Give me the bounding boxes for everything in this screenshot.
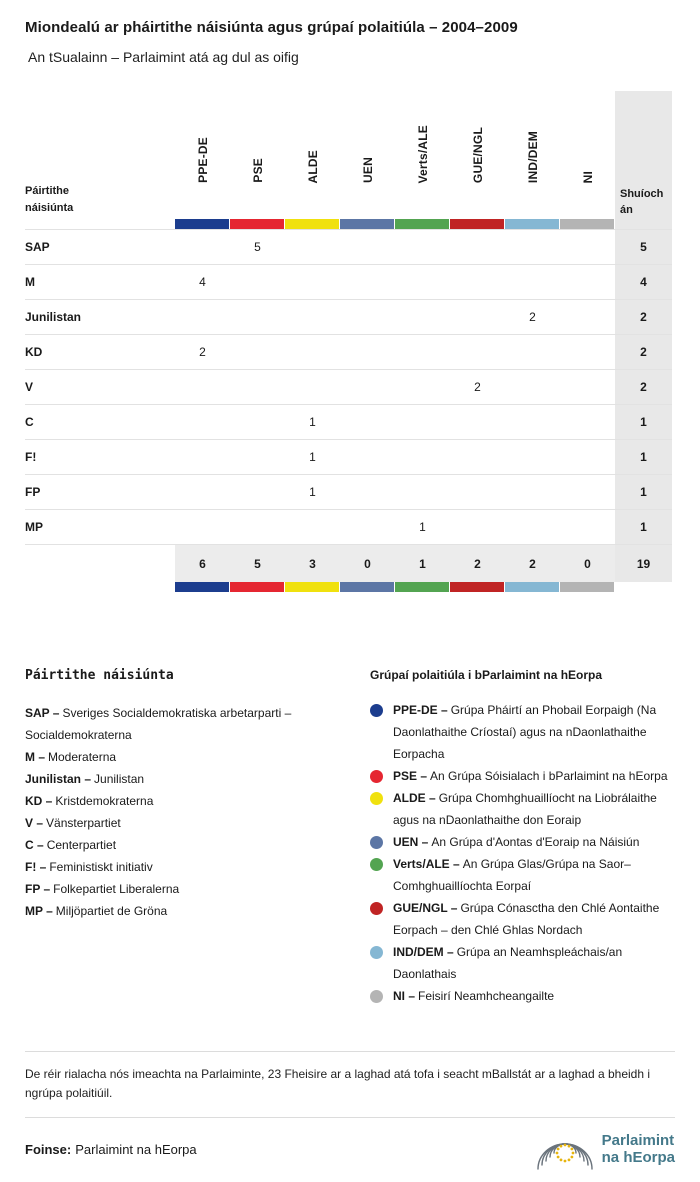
column-header-ni bbox=[560, 91, 615, 229]
group-color-bar bbox=[395, 582, 449, 592]
total-value-cell: 3 bbox=[285, 545, 340, 582]
group-color-bar bbox=[450, 219, 504, 229]
group-color-bar bbox=[340, 582, 394, 592]
source-label: Foinse: bbox=[25, 1141, 72, 1157]
totals-empty-cell bbox=[25, 545, 175, 582]
table-row bbox=[25, 369, 672, 404]
column-label: GUE/NGL bbox=[470, 126, 485, 183]
value-cell bbox=[230, 510, 285, 544]
party-legend-item bbox=[25, 900, 332, 922]
totals-row bbox=[25, 544, 672, 582]
party-abbr: FP – bbox=[25, 882, 51, 896]
party-name: Miljöpartiet de Gröna bbox=[55, 904, 168, 918]
group-abbr: Verts/ALE – bbox=[393, 857, 460, 871]
party-name: Vänsterpartiet bbox=[46, 816, 121, 830]
group-color-dot bbox=[370, 704, 383, 717]
group-color-bar bbox=[230, 219, 284, 229]
group-desc: An Grúpa Sóisialach i bParlaimint na hEorpa bbox=[430, 769, 668, 783]
group-color-bar bbox=[175, 582, 229, 592]
group-abbr: ALDE – bbox=[393, 791, 436, 805]
value-cell bbox=[505, 265, 560, 299]
value-cell bbox=[340, 335, 395, 369]
value-cell bbox=[230, 335, 285, 369]
value-cell bbox=[450, 440, 505, 474]
party-legend-item bbox=[25, 878, 332, 900]
value-cell bbox=[340, 440, 395, 474]
column-label: IND/DEM bbox=[525, 130, 540, 183]
group-color-bar bbox=[285, 219, 339, 229]
source-text bbox=[25, 1142, 197, 1157]
value-cell bbox=[230, 370, 285, 404]
group-color-bar bbox=[395, 219, 449, 229]
group-color-bar bbox=[175, 219, 229, 229]
value-cell bbox=[560, 230, 615, 264]
group-color-bar bbox=[560, 582, 614, 592]
value-cell bbox=[450, 475, 505, 509]
value-cell bbox=[175, 370, 230, 404]
group-desc: An Grúpa Glas/Grúpa na Saor–Comhghuaillíochta Eorpaí bbox=[393, 857, 631, 893]
value-cell bbox=[560, 335, 615, 369]
value-cell bbox=[340, 370, 395, 404]
group-legend-item bbox=[370, 897, 675, 941]
party-cell: FP bbox=[25, 485, 41, 499]
value-cell bbox=[230, 265, 285, 299]
value-cell bbox=[505, 510, 560, 544]
value-cell bbox=[175, 475, 230, 509]
value-cell: 1 bbox=[419, 520, 426, 534]
value-cell bbox=[285, 300, 340, 334]
group-legend-text bbox=[393, 699, 675, 765]
value-cell bbox=[230, 300, 285, 334]
value-cell: 2 bbox=[529, 310, 536, 324]
value-cell bbox=[560, 475, 615, 509]
party-cell: C bbox=[25, 415, 34, 429]
seats-cell: 1 bbox=[615, 510, 672, 544]
total-value-cell: 6 bbox=[175, 545, 230, 582]
bottom-color-bars bbox=[25, 582, 672, 592]
seats-cell: 2 bbox=[615, 335, 672, 369]
group-abbr: GUE/NGL – bbox=[393, 901, 458, 915]
column-header-ind-dem bbox=[505, 91, 560, 229]
value-cell bbox=[395, 440, 450, 474]
group-abbr: PSE – bbox=[393, 769, 428, 783]
party-name: Kristdemokraterna bbox=[55, 794, 154, 808]
value-cell bbox=[395, 300, 450, 334]
group-color-dot bbox=[370, 990, 383, 1003]
value-cell bbox=[340, 265, 395, 299]
value-cell: 4 bbox=[199, 275, 206, 289]
value-cell bbox=[505, 335, 560, 369]
group-legend-item bbox=[370, 853, 675, 897]
value-cell bbox=[340, 405, 395, 439]
group-legend-text bbox=[393, 787, 675, 831]
row-header-cell bbox=[25, 91, 175, 229]
value-cell bbox=[505, 475, 560, 509]
value-cell: 1 bbox=[309, 415, 316, 429]
table-row bbox=[25, 474, 672, 509]
group-color-dot bbox=[370, 858, 383, 871]
value-cell bbox=[395, 265, 450, 299]
value-cell: 2 bbox=[474, 380, 481, 394]
column-header-ppe-de bbox=[175, 91, 230, 229]
party-cell: M bbox=[25, 275, 35, 289]
group-color-bar bbox=[285, 582, 339, 592]
value-cell bbox=[560, 265, 615, 299]
value-cell bbox=[285, 510, 340, 544]
column-header-pse bbox=[230, 91, 285, 229]
total-value-cell: 1 bbox=[395, 545, 450, 582]
party-legend-item bbox=[25, 768, 332, 790]
group-legend-item bbox=[370, 787, 675, 831]
group-color-bar bbox=[560, 219, 614, 229]
group-color-bar bbox=[230, 582, 284, 592]
value-cell bbox=[505, 370, 560, 404]
party-legend bbox=[25, 668, 370, 1007]
column-label: NI bbox=[580, 170, 595, 183]
party-name: Feministiskt initiativ bbox=[49, 860, 153, 874]
group-legend-item bbox=[370, 941, 675, 985]
value-cell bbox=[505, 440, 560, 474]
seats-header-cell bbox=[615, 91, 672, 229]
party-abbr: MP – bbox=[25, 904, 53, 918]
source-value: Parlaimint na hEorpa bbox=[75, 1141, 197, 1157]
value-cell bbox=[175, 300, 230, 334]
table-row bbox=[25, 299, 672, 334]
party-legend-item bbox=[25, 856, 332, 878]
party-cell: KD bbox=[25, 345, 43, 359]
party-abbr: KD – bbox=[25, 794, 53, 808]
value-cell: 5 bbox=[254, 240, 261, 254]
group-abbr: IND/DEM – bbox=[393, 945, 454, 959]
party-abbr: SAP – bbox=[25, 706, 60, 720]
party-abbr: F! – bbox=[25, 860, 47, 874]
value-cell bbox=[285, 265, 340, 299]
group-abbr: PPE-DE – bbox=[393, 703, 448, 717]
value-cell bbox=[450, 405, 505, 439]
party-legend-title: Páirtithe náisiúnta bbox=[25, 668, 174, 683]
seats-cell: 2 bbox=[615, 370, 672, 404]
group-legend bbox=[370, 668, 675, 1007]
value-cell bbox=[450, 265, 505, 299]
seats-cell: 4 bbox=[615, 265, 672, 299]
value-cell: 1 bbox=[309, 485, 316, 499]
party-cell: F! bbox=[25, 450, 37, 464]
ep-logo bbox=[536, 1126, 675, 1172]
value-cell bbox=[175, 405, 230, 439]
value-cell bbox=[340, 300, 395, 334]
column-header-gue-ngl bbox=[450, 91, 505, 229]
table-row bbox=[25, 439, 672, 474]
party-name: Folkepartiet Liberalerna bbox=[53, 882, 180, 896]
value-cell bbox=[175, 230, 230, 264]
group-color-bar bbox=[340, 219, 394, 229]
party-legend-item bbox=[25, 812, 332, 834]
value-cell bbox=[285, 230, 340, 264]
group-legend-item bbox=[370, 831, 675, 853]
value-cell bbox=[505, 230, 560, 264]
group-color-dot bbox=[370, 836, 383, 849]
value-cell bbox=[450, 300, 505, 334]
seats-table bbox=[25, 91, 672, 592]
value-cell bbox=[395, 370, 450, 404]
group-color-bar bbox=[505, 582, 559, 592]
table-row bbox=[25, 509, 672, 544]
group-desc: Feisirí Neamhcheangailte bbox=[418, 989, 555, 1003]
value-cell bbox=[230, 440, 285, 474]
group-abbr: NI – bbox=[393, 989, 416, 1003]
row-header-label: Páirtithe náisiúnta bbox=[25, 184, 74, 214]
value-cell bbox=[340, 510, 395, 544]
seats-header-label: Shuíochán bbox=[620, 188, 664, 217]
party-legend-item bbox=[25, 790, 332, 812]
seats-cell: 5 bbox=[615, 230, 672, 264]
group-color-dot bbox=[370, 770, 383, 783]
value-cell bbox=[395, 230, 450, 264]
group-desc: Grúpa an Neamhspleáchais/an Daonlathais bbox=[393, 945, 623, 981]
ep-logo-line2: na hEorpa bbox=[601, 1149, 675, 1166]
party-cell: MP bbox=[25, 520, 43, 534]
bars-spacer bbox=[25, 582, 175, 592]
value-cell bbox=[505, 405, 560, 439]
party-legend-item bbox=[25, 746, 332, 768]
group-abbr: UEN – bbox=[393, 835, 429, 849]
party-cell: V bbox=[25, 380, 34, 394]
grand-total-cell: 19 bbox=[615, 545, 672, 582]
table-row bbox=[25, 334, 672, 369]
value-cell: 2 bbox=[199, 345, 206, 359]
seats-cell: 1 bbox=[615, 440, 672, 474]
party-name: Centerpartiet bbox=[46, 838, 117, 852]
legend-section bbox=[25, 668, 675, 1007]
table-header-row bbox=[25, 91, 672, 229]
group-legend-item bbox=[370, 985, 675, 1007]
table-row bbox=[25, 229, 672, 264]
party-legend-item bbox=[25, 702, 332, 746]
group-color-dot bbox=[370, 946, 383, 959]
value-cell bbox=[450, 335, 505, 369]
party-name: Moderaterna bbox=[48, 750, 117, 764]
seats-cell: 2 bbox=[615, 300, 672, 334]
group-legend-text bbox=[393, 897, 675, 941]
party-abbr: C – bbox=[25, 838, 44, 852]
column-header-uen bbox=[340, 91, 395, 229]
bars-spacer bbox=[615, 582, 672, 592]
total-value-cell: 2 bbox=[450, 545, 505, 582]
page-title: Miondealú ar pháirtithe náisiúnta agus grúpaí polaitiúla – 2004–2009 bbox=[25, 19, 518, 36]
group-legend-text bbox=[393, 941, 675, 985]
value-cell bbox=[560, 300, 615, 334]
group-desc: Grúpa Chomhghuaillíocht na Liobrálaithe agus na nDaonlathaithe don Eoraip bbox=[393, 791, 657, 827]
column-header-alde bbox=[285, 91, 340, 229]
value-cell bbox=[560, 370, 615, 404]
value-cell bbox=[560, 405, 615, 439]
group-color-dot bbox=[370, 792, 383, 805]
group-legend-text bbox=[393, 831, 639, 853]
party-name: Sveriges Socialdemokratiska arbetarparti – Socialdemokraterna bbox=[25, 706, 292, 742]
value-cell bbox=[395, 335, 450, 369]
group-color-bar bbox=[450, 582, 504, 592]
value-cell bbox=[230, 475, 285, 509]
party-abbr: M – bbox=[25, 750, 46, 764]
party-abbr: V – bbox=[25, 816, 44, 830]
group-legend-text bbox=[393, 985, 554, 1007]
group-legend-title: Grúpaí polaitiúla i bParlaimint na hEorpa bbox=[370, 668, 603, 682]
value-cell bbox=[285, 370, 340, 404]
value-cell bbox=[560, 510, 615, 544]
group-legend-text bbox=[393, 853, 675, 897]
footnote: De réir rialacha nós imeachta na Parlaiminte, 23 Fheisire ar a laghad atá tofa i seacht mBallstát ar a laghad a bheidh i ngrúpa polaitiúil. bbox=[25, 1067, 651, 1100]
value-cell bbox=[395, 475, 450, 509]
total-value-cell: 5 bbox=[230, 545, 285, 582]
value-cell bbox=[450, 230, 505, 264]
value-cell bbox=[175, 510, 230, 544]
group-desc: Grúpa Pháirtí an Phobail Eorpaigh (Na Daonlathaithe Críostaí) agus na nDaonlathaithe Eorpacha bbox=[393, 703, 657, 761]
value-cell bbox=[340, 230, 395, 264]
value-cell bbox=[175, 440, 230, 474]
source-row bbox=[25, 1118, 675, 1182]
party-legend-item bbox=[25, 834, 332, 856]
column-label: PSE bbox=[250, 158, 265, 183]
column-label: UEN bbox=[360, 157, 375, 183]
total-value-cell: 0 bbox=[560, 545, 615, 582]
party-cell: Junilistan bbox=[25, 310, 82, 324]
value-cell: 1 bbox=[309, 450, 316, 464]
group-legend-text bbox=[393, 765, 668, 787]
group-legend-item bbox=[370, 699, 675, 765]
seats-cell: 1 bbox=[615, 475, 672, 509]
ep-logo-mark bbox=[536, 1126, 594, 1172]
group-color-bar bbox=[505, 219, 559, 229]
ep-logo-line1: Parlaimint bbox=[601, 1131, 675, 1149]
table-row bbox=[25, 404, 672, 439]
party-abbr: Junilistan – bbox=[25, 772, 92, 786]
column-label: Verts/ALE bbox=[415, 124, 430, 183]
column-header-verts-ale bbox=[395, 91, 450, 229]
party-cell: SAP bbox=[25, 240, 50, 254]
total-value-cell: 0 bbox=[340, 545, 395, 582]
column-label: PPE-DE bbox=[195, 137, 210, 183]
party-name: Junilistan bbox=[94, 772, 145, 786]
value-cell bbox=[395, 405, 450, 439]
group-color-dot bbox=[370, 902, 383, 915]
group-desc: An Grúpa d'Aontas d'Eoraip na Náisiún bbox=[431, 835, 640, 849]
value-cell bbox=[230, 405, 285, 439]
ep-logo-text bbox=[602, 1132, 675, 1167]
value-cell bbox=[560, 440, 615, 474]
group-desc: Grúpa Cónasctha den Chlé Aontaithe Eorpach – den Chlé Ghlas Nordach bbox=[393, 901, 660, 937]
group-legend-item bbox=[370, 765, 675, 787]
value-cell bbox=[340, 475, 395, 509]
value-cell bbox=[450, 510, 505, 544]
total-value-cell: 2 bbox=[505, 545, 560, 582]
column-label: ALDE bbox=[305, 149, 320, 183]
table-row bbox=[25, 264, 672, 299]
page-subtitle: An tSualainn – Parlaimint atá ag dul as oifig bbox=[28, 49, 299, 65]
value-cell bbox=[285, 335, 340, 369]
seats-cell: 1 bbox=[615, 405, 672, 439]
